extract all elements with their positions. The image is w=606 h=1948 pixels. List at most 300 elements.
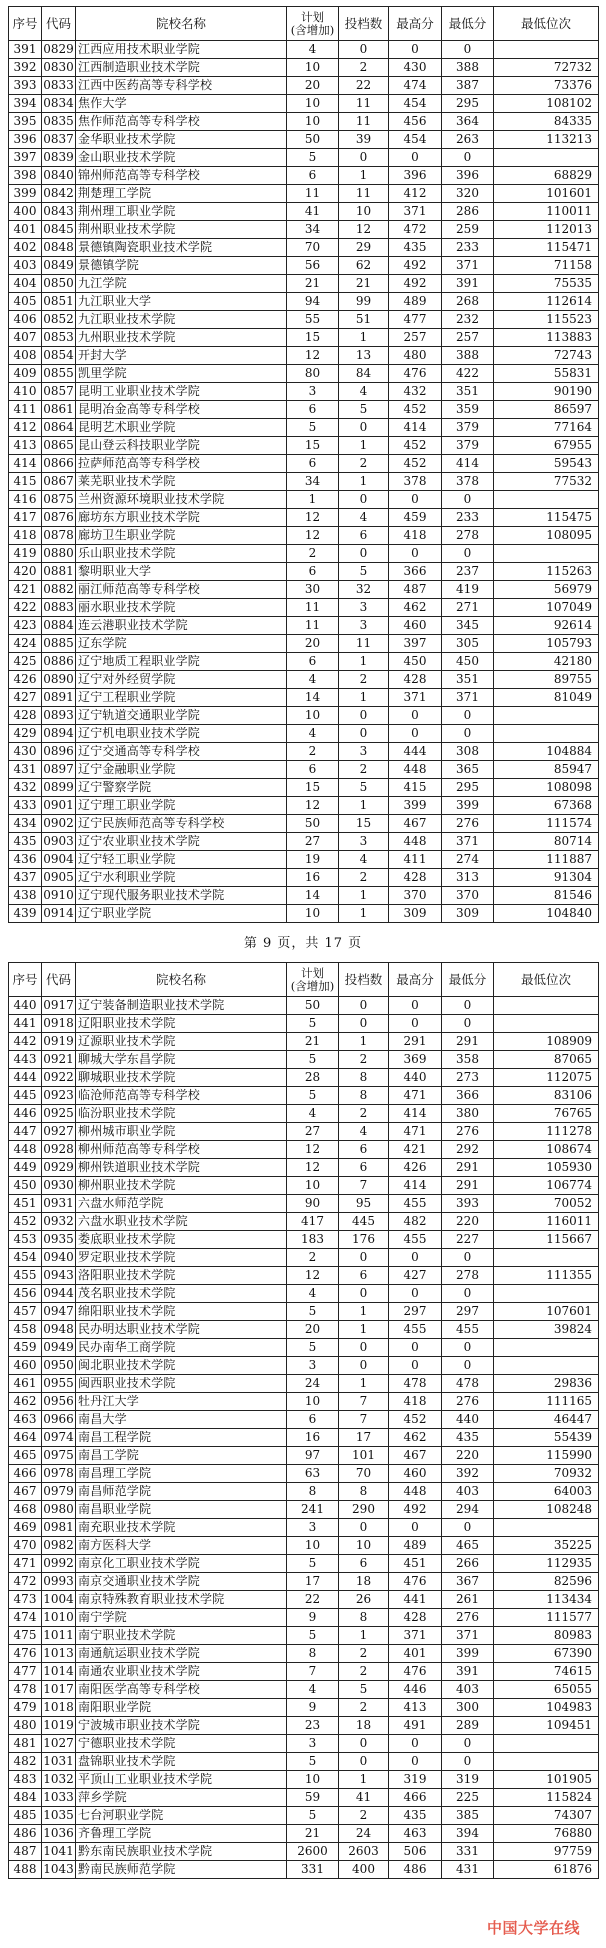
- filed-cell: 4: [339, 509, 389, 527]
- name-cell: 宁波城市职业技术学院: [76, 1717, 287, 1735]
- table-row: [9, 491, 599, 509]
- filed-cell: 6: [339, 1555, 389, 1573]
- min-cell: 358: [442, 1051, 494, 1069]
- table-row: [9, 1663, 599, 1681]
- min-cell: 319: [442, 1771, 494, 1789]
- max-cell: 467: [389, 1447, 442, 1465]
- min-cell: 291: [442, 1177, 494, 1195]
- code-cell: 0837: [42, 131, 76, 149]
- min-cell: 0: [442, 1249, 494, 1267]
- code-cell: 0917: [42, 997, 76, 1015]
- min-cell: 289: [442, 1717, 494, 1735]
- seq-cell: 409: [9, 365, 42, 383]
- filed-cell: 10: [339, 203, 389, 221]
- name-cell: 乐山职业技术学院: [76, 545, 287, 563]
- max-cell: 414: [389, 1177, 442, 1195]
- seq-cell: 451: [9, 1195, 42, 1213]
- max-cell: 399: [389, 797, 442, 815]
- filed-cell: 1: [339, 1303, 389, 1321]
- header-filed: 投档数: [339, 7, 389, 41]
- table-row: [9, 1627, 599, 1645]
- plan-cell: 80: [287, 365, 339, 383]
- seq-cell: 467: [9, 1483, 42, 1501]
- filed-cell: 445: [339, 1213, 389, 1231]
- max-cell: 309: [389, 905, 442, 923]
- plan-cell: 94: [287, 293, 339, 311]
- rank-cell: 105930: [494, 1159, 599, 1177]
- plan-cell: 7: [287, 1663, 339, 1681]
- plan-cell: 183: [287, 1231, 339, 1249]
- rank-cell: 116011: [494, 1213, 599, 1231]
- name-cell: 萍乡学院: [76, 1789, 287, 1807]
- seq-cell: 438: [9, 887, 42, 905]
- rank-cell: 92614: [494, 617, 599, 635]
- name-cell: 金华职业技术学院: [76, 131, 287, 149]
- filed-cell: 4: [339, 851, 389, 869]
- rank-cell: 42180: [494, 653, 599, 671]
- rank-cell: 104840: [494, 905, 599, 923]
- table-row: [9, 1447, 599, 1465]
- min-cell: 276: [442, 1609, 494, 1627]
- name-cell: 民办南华工商学院: [76, 1339, 287, 1357]
- rank-cell: 89755: [494, 671, 599, 689]
- name-cell: 南昌大学: [76, 1411, 287, 1429]
- seq-cell: 479: [9, 1699, 42, 1717]
- table-row: [9, 761, 599, 779]
- table-row: [9, 77, 599, 95]
- min-cell: 435: [442, 1429, 494, 1447]
- filed-cell: 11: [339, 95, 389, 113]
- seq-cell: 412: [9, 419, 42, 437]
- name-cell: 荆州理工职业学院: [76, 203, 287, 221]
- header-rank: 最低位次: [494, 963, 599, 997]
- rank-cell: 74615: [494, 1663, 599, 1681]
- plan-cell: 22: [287, 1591, 339, 1609]
- max-cell: 452: [389, 401, 442, 419]
- max-cell: 371: [389, 1627, 442, 1645]
- seq-cell: 434: [9, 815, 42, 833]
- name-cell: 荆楚理工学院: [76, 185, 287, 203]
- seq-cell: 408: [9, 347, 42, 365]
- max-cell: 492: [389, 257, 442, 275]
- header-plan: [287, 7, 339, 41]
- min-cell: 220: [442, 1447, 494, 1465]
- plan-cell: 20: [287, 77, 339, 95]
- plan-cell: 24: [287, 1375, 339, 1393]
- rank-cell: [494, 1519, 599, 1537]
- min-cell: 345: [442, 617, 494, 635]
- min-cell: 233: [442, 509, 494, 527]
- plan-cell: 11: [287, 617, 339, 635]
- table-row: [9, 869, 599, 887]
- table-row: [9, 1375, 599, 1393]
- name-cell: 南阳医学高等专科学校: [76, 1681, 287, 1699]
- name-cell: 南通农业职业技术学院: [76, 1663, 287, 1681]
- seq-cell: 474: [9, 1609, 42, 1627]
- seq-cell: 477: [9, 1663, 42, 1681]
- filed-cell: 17: [339, 1429, 389, 1447]
- rank-cell: 109451: [494, 1717, 599, 1735]
- seq-cell: 472: [9, 1573, 42, 1591]
- table-row: [9, 167, 599, 185]
- name-cell: 闽西职业技术学院: [76, 1375, 287, 1393]
- plan-cell: 12: [287, 797, 339, 815]
- filed-cell: 0: [339, 725, 389, 743]
- filed-cell: 11: [339, 635, 389, 653]
- max-cell: 478: [389, 1375, 442, 1393]
- min-cell: 0: [442, 1735, 494, 1753]
- min-cell: 371: [442, 1627, 494, 1645]
- filed-cell: 0: [339, 491, 389, 509]
- table-row: [9, 275, 599, 293]
- rank-cell: 113213: [494, 131, 599, 149]
- code-cell: 0834: [42, 95, 76, 113]
- min-cell: 276: [442, 1123, 494, 1141]
- table-row: [9, 1501, 599, 1519]
- max-cell: 489: [389, 293, 442, 311]
- max-cell: 378: [389, 473, 442, 491]
- max-cell: 452: [389, 455, 442, 473]
- seq-cell: 469: [9, 1519, 42, 1537]
- code-cell: 0897: [42, 761, 76, 779]
- rank-cell: 55831: [494, 365, 599, 383]
- header-max: 最高分: [389, 963, 442, 997]
- seq-cell: 391: [9, 41, 42, 59]
- min-cell: 276: [442, 815, 494, 833]
- rank-cell: [494, 1357, 599, 1375]
- min-cell: 391: [442, 1663, 494, 1681]
- table-row: [9, 59, 599, 77]
- max-cell: 460: [389, 617, 442, 635]
- header-name: 院校名称: [76, 7, 287, 41]
- code-cell: 0903: [42, 833, 76, 851]
- filed-cell: 10: [339, 1537, 389, 1555]
- max-cell: 0: [389, 1735, 442, 1753]
- min-cell: 233: [442, 239, 494, 257]
- rank-cell: 111165: [494, 1393, 599, 1411]
- rank-cell: 108098: [494, 779, 599, 797]
- code-cell: 1018: [42, 1699, 76, 1717]
- name-cell: 平顶山工业职业技术学院: [76, 1771, 287, 1789]
- filed-cell: 84: [339, 365, 389, 383]
- rank-cell: 67368: [494, 797, 599, 815]
- plan-cell: 21: [287, 1825, 339, 1843]
- plan-cell: 12: [287, 1159, 339, 1177]
- rank-cell: 86597: [494, 401, 599, 419]
- filed-cell: 2: [339, 1807, 389, 1825]
- max-cell: 456: [389, 113, 442, 131]
- name-cell: 辽宁职业学院: [76, 905, 287, 923]
- plan-cell: 241: [287, 1501, 339, 1519]
- seq-cell: 436: [9, 851, 42, 869]
- table-row: [9, 527, 599, 545]
- filed-cell: 3: [339, 617, 389, 635]
- code-cell: 0948: [42, 1321, 76, 1339]
- filed-cell: 1: [339, 1771, 389, 1789]
- filed-cell: 3: [339, 599, 389, 617]
- plan-cell: 5: [287, 149, 339, 167]
- table-row: [9, 239, 599, 257]
- max-cell: 257: [389, 329, 442, 347]
- seq-cell: 394: [9, 95, 42, 113]
- plan-cell: 10: [287, 59, 339, 77]
- code-cell: 0944: [42, 1285, 76, 1303]
- min-cell: 414: [442, 455, 494, 473]
- max-cell: 455: [389, 1231, 442, 1249]
- table-row: [9, 257, 599, 275]
- filed-cell: 8: [339, 1087, 389, 1105]
- filed-cell: 4: [339, 1123, 389, 1141]
- code-cell: 0935: [42, 1231, 76, 1249]
- filed-cell: 11: [339, 113, 389, 131]
- name-cell: 南昌工学院: [76, 1447, 287, 1465]
- rank-cell: 115990: [494, 1447, 599, 1465]
- rank-cell: 68829: [494, 167, 599, 185]
- table-header-row: [9, 7, 599, 41]
- name-cell: 六盘水师范学院: [76, 1195, 287, 1213]
- table-header-row: [9, 963, 599, 997]
- plan-cell: 5: [287, 1087, 339, 1105]
- seq-cell: 417: [9, 509, 42, 527]
- max-cell: 0: [389, 1357, 442, 1375]
- name-cell: 黔南民族师范学院: [76, 1861, 287, 1879]
- rank-cell: 101601: [494, 185, 599, 203]
- table-row: [9, 95, 599, 113]
- filed-cell: 2: [339, 1105, 389, 1123]
- seq-cell: 425: [9, 653, 42, 671]
- code-cell: 0852: [42, 311, 76, 329]
- min-cell: 0: [442, 545, 494, 563]
- seq-cell: 423: [9, 617, 42, 635]
- table-row: [9, 635, 599, 653]
- table-row: [9, 203, 599, 221]
- code-cell: 1033: [42, 1789, 76, 1807]
- rank-cell: [494, 1735, 599, 1753]
- header-max: 最高分: [389, 7, 442, 41]
- rank-cell: 72743: [494, 347, 599, 365]
- filed-cell: 0: [339, 707, 389, 725]
- seq-cell: 407: [9, 329, 42, 347]
- plan-cell: 8: [287, 1645, 339, 1663]
- rank-cell: 56979: [494, 581, 599, 599]
- table-row: [9, 563, 599, 581]
- code-cell: 0843: [42, 203, 76, 221]
- min-cell: 225: [442, 1789, 494, 1807]
- name-cell: 辽宁现代服务职业技术学院: [76, 887, 287, 905]
- seq-cell: 398: [9, 167, 42, 185]
- name-cell: 黎明职业大学: [76, 563, 287, 581]
- rank-cell: 77532: [494, 473, 599, 491]
- plan-cell: 9: [287, 1699, 339, 1717]
- name-cell: 荆州职业技术学院: [76, 221, 287, 239]
- max-cell: 446: [389, 1681, 442, 1699]
- site-watermark: 中国大学在线: [486, 1919, 580, 1937]
- max-cell: 463: [389, 1825, 442, 1843]
- filed-cell: 5: [339, 779, 389, 797]
- min-cell: 257: [442, 329, 494, 347]
- table-row: [9, 1717, 599, 1735]
- table-row: [9, 1267, 599, 1285]
- table-row: [9, 1213, 599, 1231]
- plan-cell: 2: [287, 1249, 339, 1267]
- min-cell: 365: [442, 761, 494, 779]
- rank-cell: 112075: [494, 1069, 599, 1087]
- name-cell: 金山职业技术学院: [76, 149, 287, 167]
- seq-cell: 480: [9, 1717, 42, 1735]
- code-cell: 0839: [42, 149, 76, 167]
- table-row: [9, 329, 599, 347]
- filed-cell: 5: [339, 401, 389, 419]
- name-cell: 九州职业技术学院: [76, 329, 287, 347]
- plan-cell: 41: [287, 203, 339, 221]
- plan-cell: 417: [287, 1213, 339, 1231]
- filed-cell: 11: [339, 185, 389, 203]
- table-row: [9, 1105, 599, 1123]
- code-cell: 0880: [42, 545, 76, 563]
- seq-cell: 471: [9, 1555, 42, 1573]
- min-cell: 295: [442, 779, 494, 797]
- seq-cell: 399: [9, 185, 42, 203]
- table-row: [9, 1393, 599, 1411]
- min-cell: 0: [442, 1519, 494, 1537]
- code-cell: 0949: [42, 1339, 76, 1357]
- table-row: [9, 653, 599, 671]
- min-cell: 0: [442, 1753, 494, 1771]
- code-cell: 0878: [42, 527, 76, 545]
- plan-cell: 15: [287, 437, 339, 455]
- code-cell: 0923: [42, 1087, 76, 1105]
- code-cell: 0884: [42, 617, 76, 635]
- name-cell: 辽宁理工职业学院: [76, 797, 287, 815]
- seq-cell: 413: [9, 437, 42, 455]
- plan-cell: 63: [287, 1465, 339, 1483]
- name-cell: 拉萨师范高等专科学校: [76, 455, 287, 473]
- code-cell: 0891: [42, 689, 76, 707]
- code-cell: 0950: [42, 1357, 76, 1375]
- filed-cell: 0: [339, 545, 389, 563]
- filed-cell: 6: [339, 1141, 389, 1159]
- filed-cell: 400: [339, 1861, 389, 1879]
- rank-cell: 101905: [494, 1771, 599, 1789]
- plan-cell: 6: [287, 563, 339, 581]
- header-filed: 投档数: [339, 963, 389, 997]
- seq-cell: 400: [9, 203, 42, 221]
- plan-cell: 5: [287, 1015, 339, 1033]
- min-cell: 220: [442, 1213, 494, 1231]
- rank-cell: 104884: [494, 743, 599, 761]
- plan-cell: 9: [287, 1609, 339, 1627]
- plan-cell: 10: [287, 113, 339, 131]
- rank-cell: 111887: [494, 851, 599, 869]
- seq-cell: 435: [9, 833, 42, 851]
- name-cell: 南昌理工学院: [76, 1465, 287, 1483]
- filed-cell: 0: [339, 419, 389, 437]
- filed-cell: 18: [339, 1717, 389, 1735]
- seq-cell: 455: [9, 1267, 42, 1285]
- min-cell: 0: [442, 491, 494, 509]
- table-row: [9, 1357, 599, 1375]
- code-cell: 1014: [42, 1663, 76, 1681]
- plan-cell: 4: [287, 1285, 339, 1303]
- min-cell: 364: [442, 113, 494, 131]
- min-cell: 380: [442, 1105, 494, 1123]
- table-body-1: [9, 41, 599, 923]
- name-cell: 南阳职业学院: [76, 1699, 287, 1717]
- name-cell: 焦作师范高等专科学校: [76, 113, 287, 131]
- seq-cell: 468: [9, 1501, 42, 1519]
- seq-cell: 444: [9, 1069, 42, 1087]
- filed-cell: 7: [339, 1393, 389, 1411]
- name-cell: 盘锦职业技术学院: [76, 1753, 287, 1771]
- code-cell: 0905: [42, 869, 76, 887]
- max-cell: 0: [389, 1285, 442, 1303]
- min-cell: 387: [442, 77, 494, 95]
- filed-cell: 5: [339, 563, 389, 581]
- rank-cell: 71158: [494, 257, 599, 275]
- rank-cell: 112013: [494, 221, 599, 239]
- table-row: [9, 131, 599, 149]
- rank-cell: 111278: [494, 1123, 599, 1141]
- name-cell: 南宁学院: [76, 1609, 287, 1627]
- table-row: [9, 509, 599, 527]
- rank-cell: 84335: [494, 113, 599, 131]
- rank-cell: 81546: [494, 887, 599, 905]
- plan-cell: 10: [287, 1177, 339, 1195]
- rank-cell: 39824: [494, 1321, 599, 1339]
- rank-cell: [494, 1753, 599, 1771]
- rank-cell: 83106: [494, 1087, 599, 1105]
- rank-cell: [494, 1015, 599, 1033]
- name-cell: 宁德职业技术学院: [76, 1735, 287, 1753]
- max-cell: 462: [389, 1429, 442, 1447]
- plan-cell: 5: [287, 1627, 339, 1645]
- table-row: [9, 1033, 599, 1051]
- filed-cell: 2: [339, 1051, 389, 1069]
- name-cell: 柳州师范高等专科学校: [76, 1141, 287, 1159]
- name-cell: 辽宁装备制造职业技术学院: [76, 997, 287, 1015]
- name-cell: 景德镇陶瓷职业技术学院: [76, 239, 287, 257]
- filed-cell: 2: [339, 869, 389, 887]
- table-row: [9, 1645, 599, 1663]
- table-row: [9, 293, 599, 311]
- table-row: [9, 707, 599, 725]
- filed-cell: 4: [339, 383, 389, 401]
- code-cell: 0876: [42, 509, 76, 527]
- rank-cell: 91304: [494, 869, 599, 887]
- rank-cell: 108248: [494, 1501, 599, 1519]
- code-cell: 0993: [42, 1573, 76, 1591]
- filed-cell: 7: [339, 1411, 389, 1429]
- min-cell: 0: [442, 41, 494, 59]
- rank-cell: 35225: [494, 1537, 599, 1555]
- max-cell: 428: [389, 869, 442, 887]
- plan-cell: 6: [287, 1411, 339, 1429]
- seq-cell: 418: [9, 527, 42, 545]
- filed-cell: 26: [339, 1591, 389, 1609]
- filed-cell: 5: [339, 1681, 389, 1699]
- code-cell: 0992: [42, 1555, 76, 1573]
- min-cell: 274: [442, 851, 494, 869]
- code-cell: 1031: [42, 1753, 76, 1771]
- min-cell: 294: [442, 1501, 494, 1519]
- min-cell: 391: [442, 275, 494, 293]
- seq-cell: 483: [9, 1771, 42, 1789]
- plan-cell: 3: [287, 1357, 339, 1375]
- name-cell: 南京特殊教育职业技术学院: [76, 1591, 287, 1609]
- max-cell: 432: [389, 383, 442, 401]
- plan-cell: 28: [287, 1069, 339, 1087]
- name-cell: 辽东学院: [76, 635, 287, 653]
